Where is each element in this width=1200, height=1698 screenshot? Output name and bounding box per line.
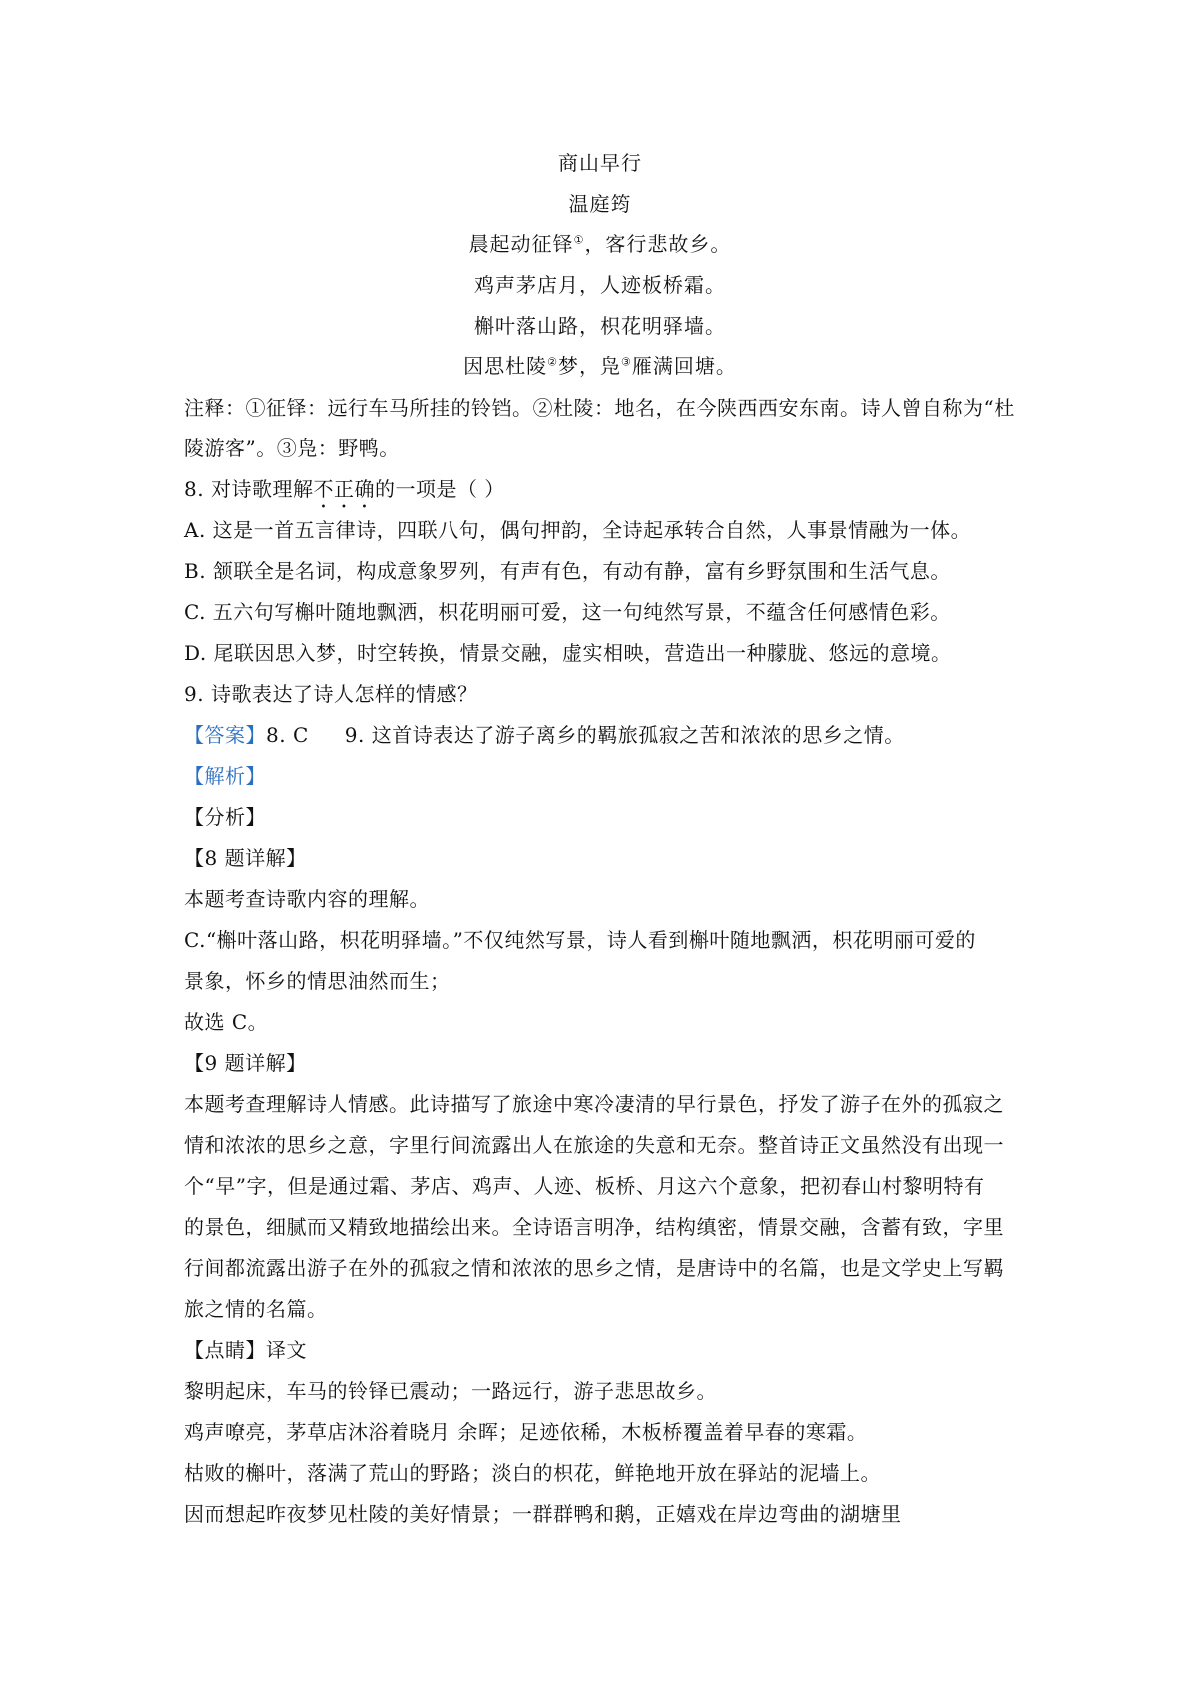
option-c: C. 五六句写槲叶随地飘洒，枳花明丽可爱，这一句纯然写景，不蕴含任何感情色彩。 — [184, 600, 951, 624]
question-8: 8. 对诗歌理解不正确的一项是（ ） — [184, 477, 505, 501]
poem-line-3: 槲叶落山路，枳花明驿墙。 — [474, 314, 726, 338]
poem-author: 温庭筠 — [568, 192, 632, 216]
notes-line-2: 陵游客”。③凫：野鸭。 — [184, 436, 400, 460]
option-b: B. 颔联全是名词，构成意象罗列，有声有色，有动有静，富有乡野氛围和生活气息。 — [184, 559, 951, 583]
translation-line: 因而想起昨夜梦见杜陵的美好情景；一群群鸭和鹅，正嬉戏在岸边弯曲的湖塘里 — [184, 1502, 902, 1526]
detail-9-line: 情和浓浓的思乡之意，字里行间流露出人在旅途的失意和无奈。整首诗正文虽然没有出现一 — [184, 1133, 1004, 1157]
question-9: 9. 诗歌表达了诗人怎样的情感？ — [184, 682, 478, 706]
poem-line-2: 鸡声茅店月，人迹板桥霜。 — [474, 273, 726, 297]
fenxi-label: 【分析】 — [184, 805, 266, 829]
detail-8-label: 【8 题详解】 — [184, 846, 307, 870]
answer-label: 【答案】 — [184, 723, 266, 747]
detail-8-line: 本题考查诗歌内容的理解。 — [184, 887, 430, 911]
option-d: D. 尾联因思入梦，时空转换，情景交融，虚实相映，营造出一种朦胧、悠远的意境。 — [184, 641, 952, 665]
analysis-label: 【解析】 — [184, 764, 266, 788]
detail-8-line: C.“槲叶落山路，枳花明驿墙。”不仅纯然写景，诗人看到槲叶随地飘洒，枳花明丽可爱的 — [184, 928, 976, 952]
detail-9-line: 个“早”字，但是通过霜、茅店、鸡声、人迹、板桥、月这六个意象，把初春山村黎明特有 — [184, 1174, 985, 1198]
detail-8-line: 景象，怀乡的情思油然而生； — [184, 969, 451, 993]
detail-8-line: 故选 C。 — [184, 1010, 269, 1034]
translation-line: 枯败的槲叶，落满了荒山的野路；淡白的枳花，鲜艳地开放在驿站的泥墙上。 — [184, 1461, 881, 1485]
option-a: A. 这是一首五言律诗，四联八句，偶句押韵，全诗起承转合自然，人事景情融为一体。 — [184, 518, 972, 542]
poem-title: 商山早行 — [558, 151, 642, 175]
detail-9-line: 行间都流露出游子在外的孤寂之情和浓浓的思乡之情，是唐诗中的名篇，也是文学史上写羁 — [184, 1256, 1004, 1280]
poem-line-4: 因思杜陵②梦，凫③雁满回塘。 — [463, 354, 737, 378]
translation-line: 黎明起床，车马的铃铎已震动；一路远行，游子悲思故乡。 — [184, 1379, 717, 1403]
detail-9-line: 旅之情的名篇。 — [184, 1297, 328, 1321]
translation-line: 鸡声嘹亮，茅草店沐浴着晓月 余晖；足迹依稀，木板桥覆盖着早春的寒霜。 — [184, 1420, 868, 1444]
notes-line-1: 注释：①征铎：远行车马所挂的铃铛。②杜陵：地名，在今陕西西安东南。诗人曾自称为“杜 — [184, 396, 1015, 420]
detail-9-line: 的景色，细腻而又精致地描绘出来。全诗语言明净，结构缜密，情景交融，含蓄有致，字里 — [184, 1215, 1004, 1239]
poem-line-1: 晨起动征铎①，客行悲故乡。 — [468, 232, 732, 256]
detail-9-label: 【9 题详解】 — [184, 1051, 307, 1075]
answer-line: 【答案】8. C 9. 这首诗表达了游子离乡的羁旅孤寂之苦和浓浓的思乡之情。 — [184, 723, 905, 747]
detail-9-line: 本题考查理解诗人情感。此诗描写了旅途中寒冷凄清的早行景色，抒发了游子在外的孤寂之 — [184, 1092, 1004, 1116]
dianjing-label: 【点睛】译文 — [184, 1338, 307, 1362]
